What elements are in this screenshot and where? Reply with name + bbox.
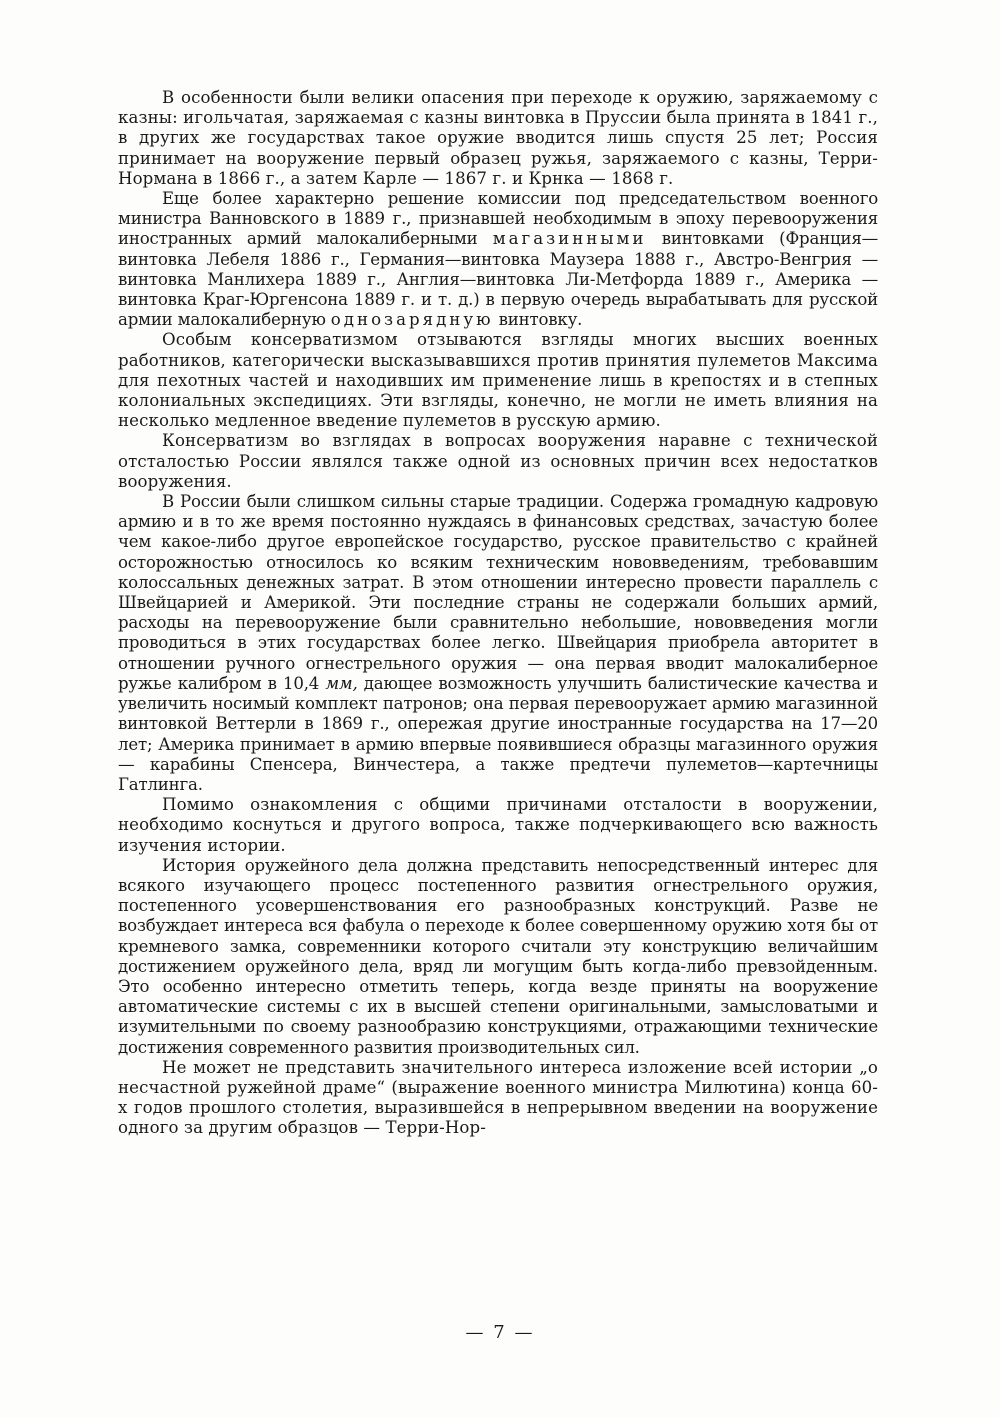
paragraph-text: Консерватизм во взглядах в вопросах вооружения наравне с технической отсталостью России являлся также одной из основных причин всех недостатков вооружения. xyxy=(118,431,878,491)
paragraph-text: дающее возможность улучшить балистические качества и увеличить носимый комплект патронов; она первая перевооружает армию магазинной винтовкой Веттерли в 1869 г., опережая другие иностранные государства на 17—20 лет; Америка принимает в армию впервые появившиеся образцы магазинного оружия — карабины Спенсера, Винчестера, а также предтечи пулеметов—картечницы Гатлинга. xyxy=(118,673,878,794)
emphasis-single-shot: однозарядную xyxy=(330,310,494,330)
paragraph-text: винтовками (Франция—винтовка Лебеля 1886 г., Германия—винтовка Маузера 1888 г., Австро-Венгрия — винтовка Манлихера 1889 г., Англия—винтовка Ли-Метфорда 1889 г., Америка — винтовка Краг-Юргенсона 1889 г. и т. д.) в первую очередь вырабатывать для русской армии малокалиберную xyxy=(118,229,878,330)
paragraph-traditions xyxy=(118,492,878,795)
paragraph-text: В особенности были велики опасения при переходе к оружию, заряжаемому с казны: игольчатая, заряжаемая с казны винтовка в Пруссии была принята в 1841 г., в других же государствах такое оружие вводится лишь спустя 25 лет; Россия принимает на вооружение первый образец ружья, заряжаемого с казны, Терри-Нормана в 1866 г., а затем Карле — 1867 г. и Крнка — 1868 г. xyxy=(118,88,878,188)
page-number: — 7 — xyxy=(465,1322,535,1343)
paragraph-text: Не может не представить значительного интереса изложение всей истории „о несчастной ружейной драме“ (выражение военного министра Милютина) конца 60-х годов прошлого столетия, выразившейся в непрерывном введении на вооружение одного за другим образцов — Терри-Нор- xyxy=(118,1057,878,1138)
paragraph-weapons-history xyxy=(118,856,878,1058)
paragraph-conservatism-backwardness xyxy=(118,431,878,492)
paragraph-text: История оружейного дела должна представить непосредственный интерес для всякого изучающего процесс постепенного развития огнестрельного оружия, постепенного усовершенствования его разнообразных конструкций. Разве не возбуждает интереса вся фабула о переходе к более совершенному оружию хотя бы от кремневого замка, современники которого считали эту конструкцию величайшим достижением оружейного дела, вряд ли могущим быть когда-либо превзойденным. Это особенно интересно отметить теперь, когда везде приняты на вооружение автоматические системы с их в высшей степени оригинальными, замысловатыми и изумительными по своему разнообразию конструкциями, отражающими технические достижения современного развития производительных сил. xyxy=(118,855,878,1057)
paragraph-text: Еще более характерно решение комиссии под председательством военного министра Ванновского в 1889 г., признавшей необходимым в эпоху перевооружения иностранных армий малокалиберными xyxy=(118,189,878,249)
emphasis-mm: мм, xyxy=(325,673,358,693)
paragraph-text: Особым консерватизмом отзываются взгляды многих высших военных работников, категорически высказывавшихся против принятия пулеметов Максима для пехотных частей и находивших им применение лишь в крепостях и в степных колониальных экспедициях. Эти взгляды, конечно, не могли не иметь влияния на несколько медленное введение пулеметов в русскую армию. xyxy=(118,330,878,431)
paragraph-history-importance xyxy=(118,795,878,856)
paragraph-text: Помимо ознакомления с общими причинами отсталости в вооружении, необходимо коснуться и другого вопроса, также подчеркивающего всю важность изучения истории. xyxy=(118,795,878,855)
paragraph-text: В России были слишком сильны старые традиции. Содержа громадную кадровую армию и в то же время постоянно нуждаясь в финансовых средствах, зачастую более чем какое-либо другое европейское государство, русское правительство с крайней осторожностью относилось ко всяким техническим нововведениям, требовавшим колоссальных денежных затрат. В этом отношении интересно провести параллель с Швейцарией и Америкой. Эти последние страны не содержали больших армий, расходы на перевооружение были сравнительно небольшие, нововведения могли проводиться в этих государствах более легко. Швейцария приобрела авторитет в отношении ручного огнестрельного оружия — она первая вводит малокалиберное ружье калибром в 10,4 xyxy=(118,492,878,693)
paragraph-breech-loading xyxy=(118,88,878,189)
paragraph-rifle-drama xyxy=(118,1058,878,1139)
emphasis-magazine: магазинными xyxy=(492,229,647,249)
paragraph-conservatism-machine-guns xyxy=(118,330,878,431)
paragraph-text: винтовку. xyxy=(493,310,583,330)
body-text xyxy=(118,88,878,1139)
paragraph-commission xyxy=(118,189,878,330)
